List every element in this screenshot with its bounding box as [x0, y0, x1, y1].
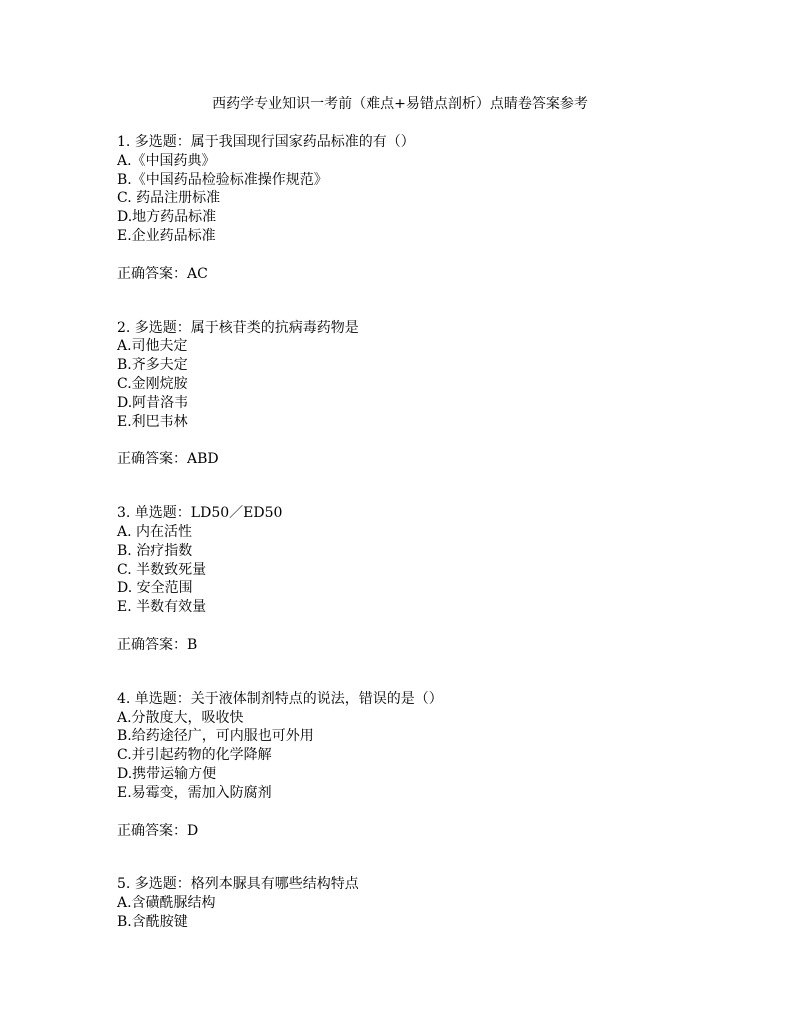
question-stem: 2. 多选题：属于核苷类的抗病毒药物是	[117, 319, 359, 336]
question-3	[117, 504, 757, 655]
correct-answer: 正确答案：AC	[117, 265, 208, 282]
option-a: A. 内在活性	[117, 523, 193, 540]
option-a: A.含磺酰脲结构	[117, 895, 216, 912]
option-b: B.《中国药品检验标准操作规范》	[117, 171, 328, 188]
option-b: B.齐多夫定	[117, 357, 188, 374]
correct-answer: 正确答案：D	[117, 822, 199, 839]
option-e: E.利巴韦林	[117, 413, 188, 430]
question-5	[117, 875, 757, 931]
option-c: C. 药品注册标准	[117, 190, 221, 207]
question-stem: 5. 多选题：格列本脲具有哪些结构特点	[117, 876, 359, 893]
question-4	[117, 690, 757, 841]
option-d: D.携带运输方便	[117, 765, 217, 782]
option-c: C. 半数致死量	[117, 561, 207, 578]
correct-answer: 正确答案：ABD	[117, 451, 219, 468]
question-list	[117, 133, 757, 932]
option-d: D.地方药品标准	[117, 209, 217, 226]
question-2	[117, 319, 757, 470]
option-b: B. 治疗指数	[117, 542, 193, 559]
option-c: C.金刚烷胺	[117, 375, 188, 392]
question-stem: 1. 多选题：属于我国现行国家药品标准的有（）	[117, 134, 415, 150]
question-1	[117, 133, 757, 284]
question-stem: 4. 单选题：关于液体制剂特点的说法，错误的是（）	[117, 690, 443, 707]
option-a: A.《中国药典》	[117, 152, 216, 169]
option-e: E.企业药品标准	[117, 227, 216, 244]
question-stem: 3. 单选题：LD50／ED50	[117, 505, 283, 522]
option-e: E.易霉变，需加入防腐剂	[117, 784, 272, 801]
correct-answer: 正确答案：B	[117, 636, 198, 653]
option-a: A.分散度大，吸收快	[117, 709, 244, 726]
option-b: B.含酰胺键	[117, 913, 188, 930]
option-d: D.阿昔洛韦	[117, 394, 189, 411]
option-d: D. 安全范围	[117, 580, 193, 597]
option-a: A.司他夫定	[117, 338, 188, 355]
option-c: C.并引起药物的化学降解	[117, 747, 272, 764]
document-title: 西药学专业知识一考前（难点+易错点剖析）点睛卷答案参考	[212, 96, 588, 112]
option-e: E. 半数有效量	[117, 599, 207, 616]
option-b: B.给药途径广，可内服也可外用	[117, 728, 314, 745]
